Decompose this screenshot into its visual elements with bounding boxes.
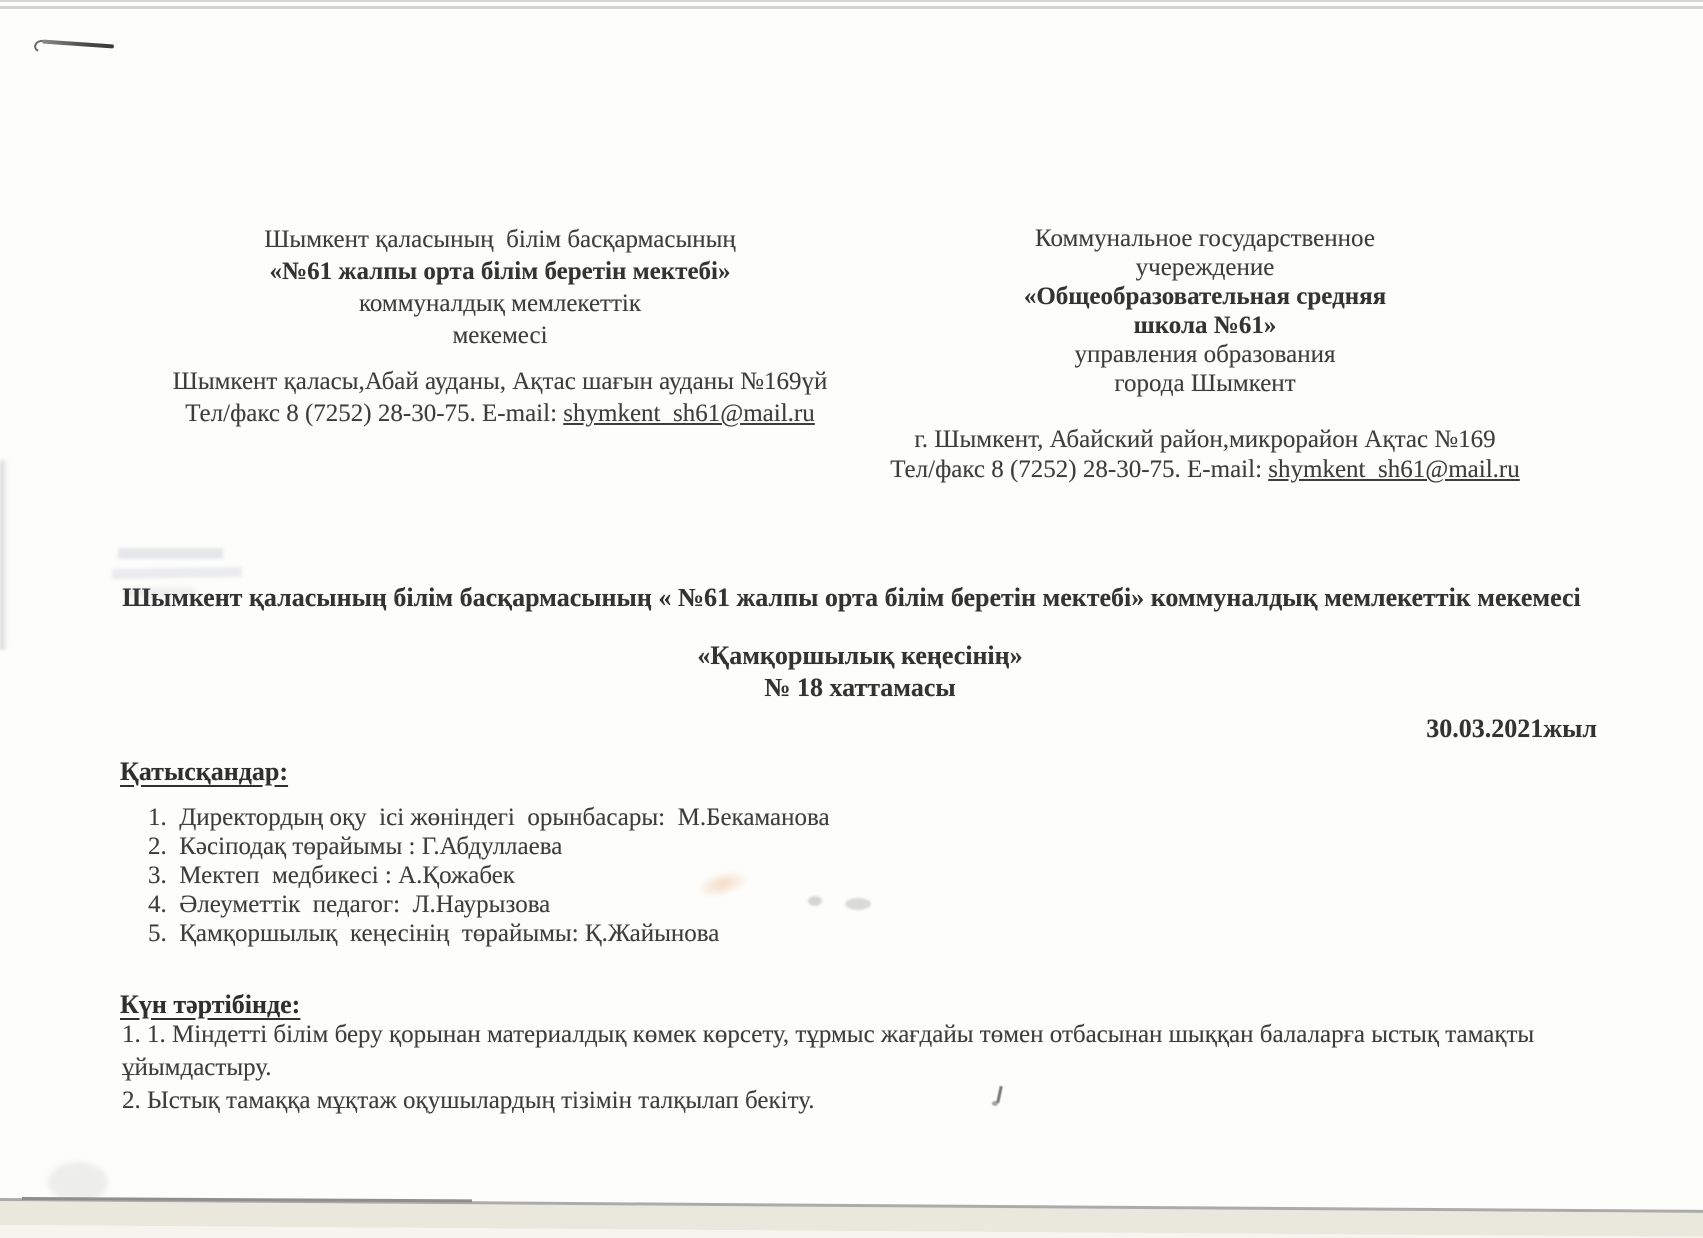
agenda-heading: Күн тәртібінде: bbox=[120, 990, 301, 1019]
phone-label: Тел/факс 8 (7252) 28-30-75. E-mail: bbox=[185, 400, 564, 427]
letterhead-kazakh bbox=[170, 224, 830, 430]
org-name-ru-1: «Общеобразовательная средняя bbox=[1023, 283, 1387, 310]
email-text: shymkent_sh61@mail.ru bbox=[1268, 456, 1520, 483]
protocol-title bbox=[160, 640, 1560, 704]
agenda-list bbox=[122, 1018, 1570, 1117]
protocol-number: № 18 хаттамасы bbox=[764, 673, 956, 702]
protocol-title-line1: «Қамқоршылық кеңесінің» bbox=[697, 641, 1023, 670]
org-line-ru-1: Коммунальное государственное bbox=[1035, 225, 1375, 252]
phone-label: Тел/факс 8 (7252) 28-30-75. E-mail: bbox=[890, 456, 1269, 483]
scan-top-edge-line bbox=[0, 0, 1703, 2]
org-line-ru-2: учереждение bbox=[1135, 254, 1275, 281]
ink-bleed-artifact bbox=[112, 567, 242, 579]
email-text: shymkent_sh61@mail.ru bbox=[563, 400, 815, 427]
org-address-kk: Шымкент қаласы,Абай ауданы, Ақтас шағын ауданы №169үй bbox=[172, 368, 828, 395]
attendee-item: 1. Директордың оқу ісі жөніндегі орынбасары: М.Бекаманова bbox=[148, 804, 830, 831]
org-line-kk-3: коммуналдық мемлекеттік bbox=[359, 290, 641, 317]
ink-bleed-artifact bbox=[118, 548, 223, 559]
org-name-ru-2: школа №61» bbox=[1133, 312, 1277, 339]
org-name-kk: «№61 жалпы орта білім беретін мектебі» bbox=[269, 258, 731, 285]
document-title: Шымкент қаласының білім басқармасының « №61 жалпы орта білім беретін мектебі» коммуналдық мемлекеттік мекемесі bbox=[122, 583, 1581, 612]
letterhead-russian bbox=[875, 224, 1535, 485]
gray-speck-artifact bbox=[845, 898, 871, 910]
org-line-ru-6: города Шымкент bbox=[1114, 370, 1296, 397]
pen-mark-artifact bbox=[42, 39, 114, 48]
agenda-item: 1. 1. Міндетті білім беру қорынан материалдық көмек көрсету, тұрмыс жағдайы төмен отбасынан шыққан балаларға ыстық тамақты ұйымдастыру. bbox=[122, 1021, 1541, 1081]
agenda-item: 2. Ыстық тамаққа мұқтаж оқушылардың тізімін талқылап бекіту. bbox=[122, 1087, 815, 1114]
org-line-kk-4: мекемесі bbox=[452, 322, 548, 349]
document-date: 30.03.2021жыл bbox=[1426, 714, 1597, 743]
attendee-list bbox=[148, 803, 830, 948]
attendee-item: 2. Кәсіподақ төрайымы : Г.Абдуллаева bbox=[148, 833, 563, 860]
scan-top-edge-shadow bbox=[0, 6, 1703, 9]
attendee-item: 4. Әлеуметтік педагог: Л.Наурызова bbox=[148, 891, 551, 918]
org-line-ru-5: управления образования bbox=[1074, 341, 1336, 368]
attendee-item: 5. Қамқоршылық кеңесінің төрайымы: Қ.Жайынова bbox=[148, 920, 720, 947]
attendees-heading: Қатысқандар: bbox=[120, 757, 289, 786]
org-address-ru: г. Шымкент, Абайский район,микрорайон Ақтас №169 bbox=[914, 426, 1496, 453]
attendee-item: 3. Мектеп медбикесі : А.Қожабек bbox=[148, 862, 515, 889]
org-phone-kk bbox=[170, 398, 830, 430]
org-line-kk-1: Шымкент қаласының білім басқармасының bbox=[264, 226, 736, 253]
org-phone-ru bbox=[875, 455, 1535, 485]
page-fold-shadow bbox=[0, 460, 8, 650]
corner-smudge-artifact bbox=[48, 1162, 108, 1202]
